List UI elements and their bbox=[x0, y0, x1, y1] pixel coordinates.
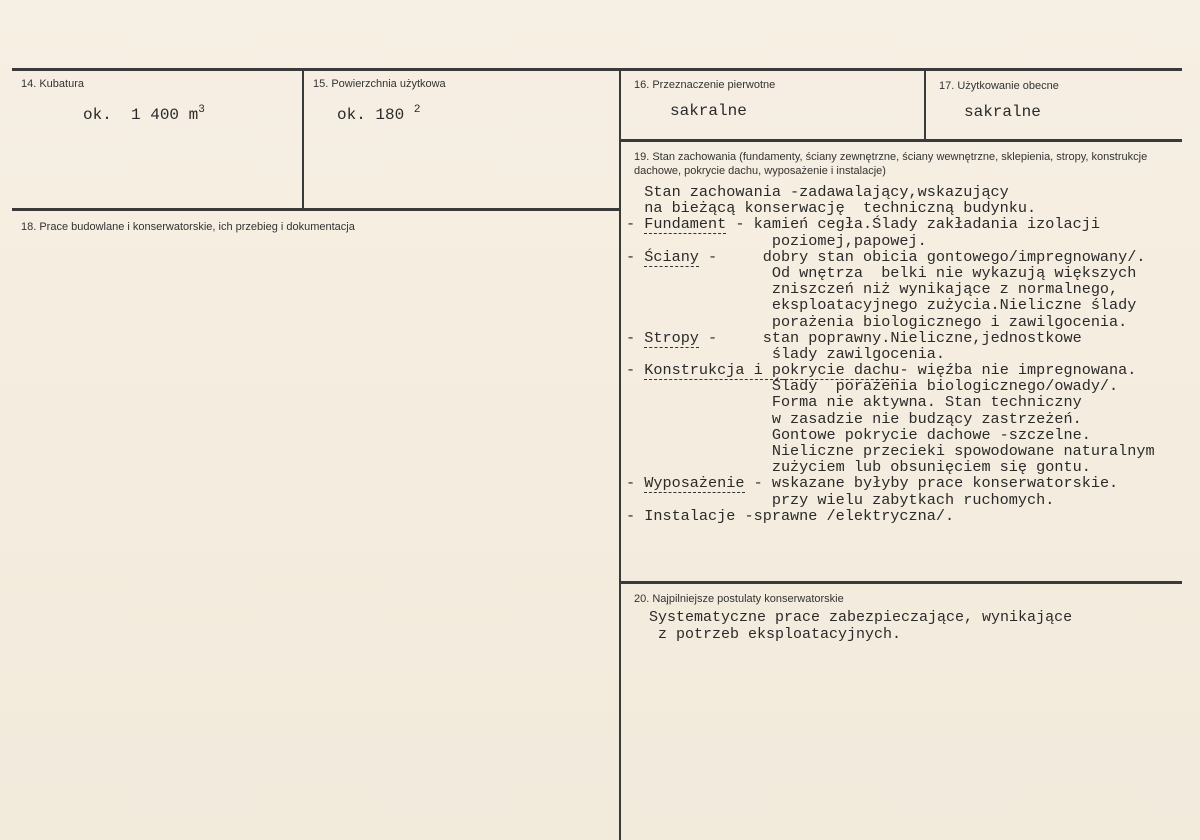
row1-bottom-line-right bbox=[620, 139, 1182, 142]
line-text: Gontowe pokrycie dachowe -szczelne. bbox=[626, 425, 1091, 444]
field-14-unit-exponent: 3 bbox=[198, 104, 205, 116]
field-19-line bbox=[626, 233, 1196, 249]
field-19-line bbox=[626, 362, 1196, 378]
field-16-value: sakralne bbox=[670, 102, 747, 120]
divider-center bbox=[619, 68, 621, 840]
field-20-line-2: z potrzeb eksploatacyjnych. bbox=[649, 626, 902, 643]
line-text: w zasadzie nie budzący zastrzeżeń. bbox=[626, 409, 1082, 428]
field-19-line bbox=[626, 394, 1196, 410]
field-19-line bbox=[626, 427, 1196, 443]
line-text: Nieliczne przecieki spowodowane naturalnym bbox=[626, 442, 1155, 460]
line-text: eksploatacyjnego zużycia.Nieliczne ślady bbox=[626, 296, 1137, 315]
line-text: - bbox=[626, 474, 645, 493]
line-text: porażenia biologicznego i zawilgocenia. bbox=[626, 312, 1128, 331]
divider-16-17 bbox=[924, 68, 926, 141]
line-text: Od wnętrza belki nie wykazują większych bbox=[626, 263, 1137, 282]
field-19-text bbox=[626, 184, 1196, 524]
line-text: - bbox=[626, 328, 645, 347]
line-text-after: - wskazane byłyby prace konserwatorskie. bbox=[744, 474, 1119, 493]
field-19-line bbox=[626, 508, 1196, 524]
row1-bottom-line-left bbox=[12, 208, 620, 211]
line-text: zużyciem lub obsunięciem się gontu. bbox=[626, 458, 1091, 477]
line-heading: Wyposażenie bbox=[644, 474, 745, 493]
field-18-label: 18. Prace budowlane i konserwatorskie, ich przebieg i dokumentacja bbox=[21, 221, 355, 233]
field-19-line bbox=[626, 475, 1196, 491]
line-text: Forma nie aktywna. Stan techniczny bbox=[626, 393, 1082, 412]
field-19-line bbox=[626, 459, 1196, 475]
divider-14-15 bbox=[302, 68, 304, 210]
field-14-label: 14. Kubatura bbox=[21, 78, 84, 90]
line-text: na bieżącą konserwację techniczną budynku. bbox=[626, 199, 1037, 218]
field-16-label: 16. Przeznaczenie pierwotne bbox=[634, 79, 776, 91]
field-19-label: 19. Stan zachowania (fundamenty, ściany zewnętrzne, ściany wewnętrzne, sklepienia, stropy, konstrukcje dachowe, pokrycie dachu, wyposażenie i instalacje) bbox=[634, 151, 1148, 177]
field19-bottom-line bbox=[620, 581, 1182, 584]
line-text: zniszczeń niż wynikające z normalnego, bbox=[626, 280, 1119, 299]
field-19-line bbox=[626, 216, 1196, 232]
field-15-value-text: ok. 180 bbox=[337, 106, 414, 124]
field-20-line-1: Systematyczne prace zabezpieczające, wynikające bbox=[649, 609, 1073, 626]
field-15-unit-exponent: 2 bbox=[413, 104, 421, 116]
field-14-value bbox=[83, 106, 205, 124]
line-text: - bbox=[626, 247, 645, 266]
top-border-line bbox=[12, 68, 1182, 71]
field-19-line bbox=[626, 265, 1196, 281]
line-text: Ślady porażenia biologicznego/owady/. bbox=[626, 377, 1119, 396]
line-text: - bbox=[626, 361, 645, 380]
field-15-label: 15. Powierzchnia użytkowa bbox=[313, 78, 446, 90]
field-19-line bbox=[626, 200, 1196, 216]
line-text: - bbox=[626, 215, 645, 234]
field-20-label: 20. Najpilniejsze postulaty konserwatorskie bbox=[634, 593, 844, 605]
line-text-after: - stan poprawny.Nieliczne,jednostkowe bbox=[698, 328, 1082, 347]
field-19-line bbox=[626, 281, 1196, 297]
line-text-after: - więźba nie impregnowana. bbox=[899, 361, 1137, 380]
line-heading: Stropy bbox=[644, 328, 699, 347]
line-text: ślady zawilgocenia. bbox=[626, 344, 945, 363]
field-19-line bbox=[626, 314, 1196, 330]
field-15-value bbox=[337, 106, 420, 124]
field-19-line bbox=[626, 330, 1196, 346]
field-19-line bbox=[626, 249, 1196, 265]
line-heading: Fundament bbox=[644, 215, 727, 234]
field-19-line bbox=[626, 443, 1196, 459]
line-heading: Konstrukcja i pokrycie dachu bbox=[644, 361, 900, 380]
field-17-value: sakralne bbox=[964, 103, 1041, 121]
field-19-line bbox=[626, 492, 1196, 508]
line-text-after: - kamień cegła.Ślady zakładania izolacji bbox=[726, 215, 1100, 234]
field-17-label: 17. Użytkowanie obecne bbox=[939, 80, 1059, 92]
line-text-after: - dobry stan obicia gontowego/impregnowany/. bbox=[698, 247, 1146, 266]
field-19-line bbox=[626, 346, 1196, 362]
line-text: przy wielu zabytkach ruchomych. bbox=[626, 490, 1055, 509]
field-19-line bbox=[626, 297, 1196, 313]
line-heading: Ściany bbox=[644, 247, 699, 266]
field-14-value-text: ok. 1 400 m bbox=[83, 106, 199, 124]
line-text: - Instalacje -sprawne /elektryczna/. bbox=[626, 506, 955, 525]
field-19-line bbox=[626, 411, 1196, 427]
field-19-line bbox=[626, 378, 1196, 394]
line-text: Stan zachowania -zadawalający,wskazujący bbox=[626, 183, 1009, 201]
line-text: poziomej,papowej. bbox=[626, 231, 927, 250]
field-19-line bbox=[626, 184, 1196, 200]
